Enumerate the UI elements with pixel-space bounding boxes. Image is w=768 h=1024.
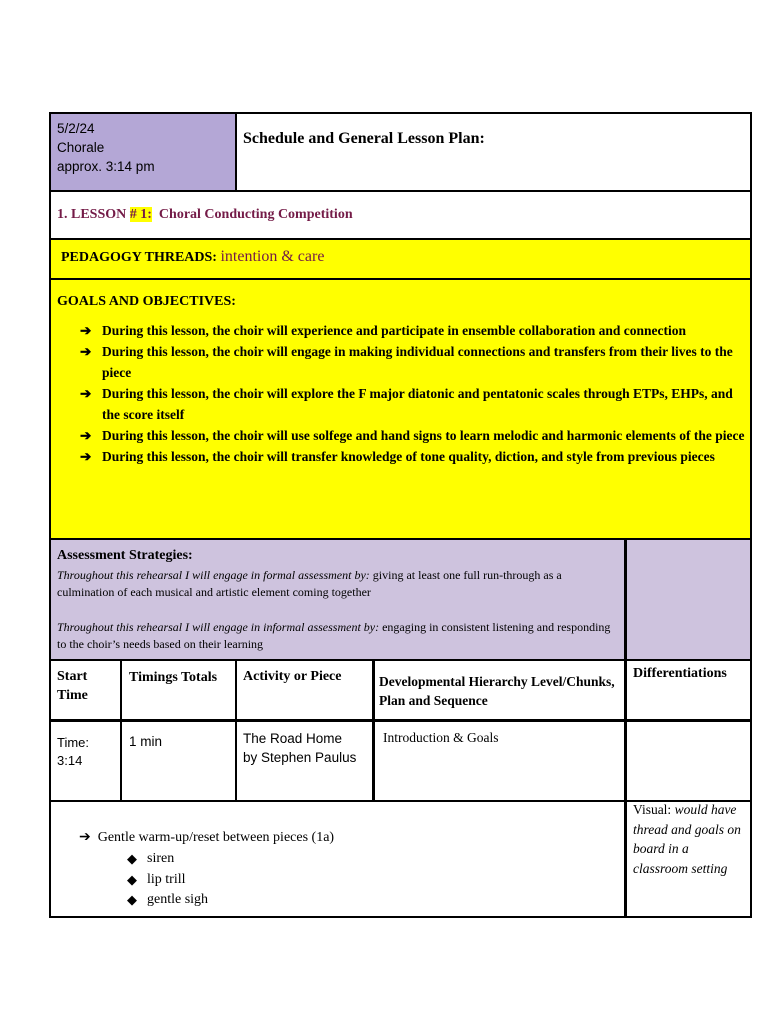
warmup-sub-item: ◆ lip trill — [127, 870, 208, 891]
goal-item: ➔ During this lesson, the choir will transfer knowledge of tone quality, diction, and style from previous pieces — [52, 446, 748, 467]
warmup-sub-list — [127, 849, 208, 911]
formal-assessment — [57, 567, 617, 600]
visual-text: would have thread and goals on board in a classroom setting — [633, 802, 741, 876]
arrow-icon: ➔ — [79, 830, 91, 845]
lesson-plan-table — [49, 112, 752, 918]
piece-composer: by Stephen Paulus — [243, 750, 357, 765]
assessment-heading: Assessment Strategies: — [57, 548, 193, 563]
diamond-icon: ◆ — [127, 871, 137, 887]
grid-line — [49, 278, 752, 280]
grid-line — [235, 661, 237, 801]
header-info — [57, 119, 232, 176]
header-timings: Timings Totals — [129, 670, 218, 685]
arrow-icon: ➔ — [80, 449, 92, 464]
arrow-icon: ➔ — [80, 428, 92, 443]
piece-title: The Road Home — [243, 731, 343, 746]
goal-item: ➔ During this lesson, the choir will experience and participate in ensemble collaboration and connection — [52, 320, 748, 341]
informal-assessment-lead: Throughout this rehearsal I will engage in informal assessment by: — [57, 620, 380, 634]
header-activity: Activity or Piece — [243, 669, 342, 684]
goals-heading: GOALS AND OBJECTIVES: — [57, 294, 236, 309]
grid-line — [49, 538, 752, 540]
grid-line — [49, 719, 752, 722]
diamond-icon: ◆ — [127, 851, 137, 866]
warmup-sub-item: ◆ siren — [127, 849, 208, 870]
informal-assessment — [57, 619, 617, 652]
arrow-icon: ➔ — [80, 386, 92, 401]
start-time-label: Time: — [57, 735, 90, 750]
grid-line — [120, 661, 122, 801]
formal-assessment-text: giving at least one full run-through as a culmination of each musical and artistic element coming together — [57, 568, 562, 599]
pedagogy-label: PEDAGOGY THREADS: — [61, 250, 221, 265]
row1-piece — [243, 729, 356, 767]
arrow-icon: ➔ — [80, 344, 92, 359]
header-differentiations: Differentiations — [633, 666, 727, 681]
warmup-text: Gentle warm-up/reset between pieces (1a) — [97, 830, 335, 845]
plan-title: Schedule and General Lesson Plan: — [243, 130, 485, 147]
lesson-title — [57, 207, 353, 223]
diamond-icon: ◆ — [127, 892, 137, 907]
formal-assessment-lead: Throughout this rehearsal I will engage in formal assessment by: — [57, 568, 370, 582]
grid-line — [49, 659, 752, 661]
visual-differentiation — [633, 800, 747, 878]
goal-item: ➔ During this lesson, the choir will use solfege and hand signs to learn melodic and harmonic elements of the piece — [52, 425, 748, 446]
goal-item: ➔ During this lesson, the choir will explore the F major diatonic and pentatonic scales through ETPs, EHPs, and the score itself — [52, 383, 748, 425]
warmup-sub-item: ◆ gentle sigh — [127, 890, 208, 911]
grid-line — [49, 238, 752, 240]
grid-line — [49, 190, 752, 192]
header-hierarchy: Developmental Hierarchy Level/Chunks, Plan and Sequence — [379, 674, 615, 708]
lesson-number: # 1: — [129, 207, 152, 222]
row1-start-time — [57, 734, 89, 770]
pedagogy-value: intention & care — [220, 248, 325, 265]
ensemble-name: Chorale — [57, 140, 105, 155]
visual-label: Visual: — [633, 802, 672, 817]
header-start-time: Start Time — [57, 669, 88, 703]
grid-line — [624, 540, 627, 917]
lesson-time: approx. 3:14 pm — [57, 159, 155, 174]
lesson-date: 5/2/24 — [57, 121, 95, 136]
warmup-activity — [79, 829, 334, 846]
grid-line — [235, 114, 237, 190]
row1-timing: 1 min — [129, 734, 163, 749]
pedagogy-threads — [61, 248, 324, 266]
goals-list — [52, 320, 748, 467]
goal-item: ➔ During this lesson, the choir will engage in making individual connections and transfers from their lives to the piece — [52, 341, 748, 383]
arrow-icon: ➔ — [80, 323, 92, 338]
grid-line — [372, 661, 375, 801]
lesson-prefix: 1. LESSON — [57, 207, 130, 222]
row1-hierarchy: Introduction & Goals — [383, 730, 499, 745]
lesson-name: Choral Conducting Competition — [158, 207, 353, 222]
start-time-value: 3:14 — [57, 753, 83, 768]
informal-assessment-text: engaging in consistent listening and responding to the choir’s needs based on their learning — [57, 620, 611, 651]
